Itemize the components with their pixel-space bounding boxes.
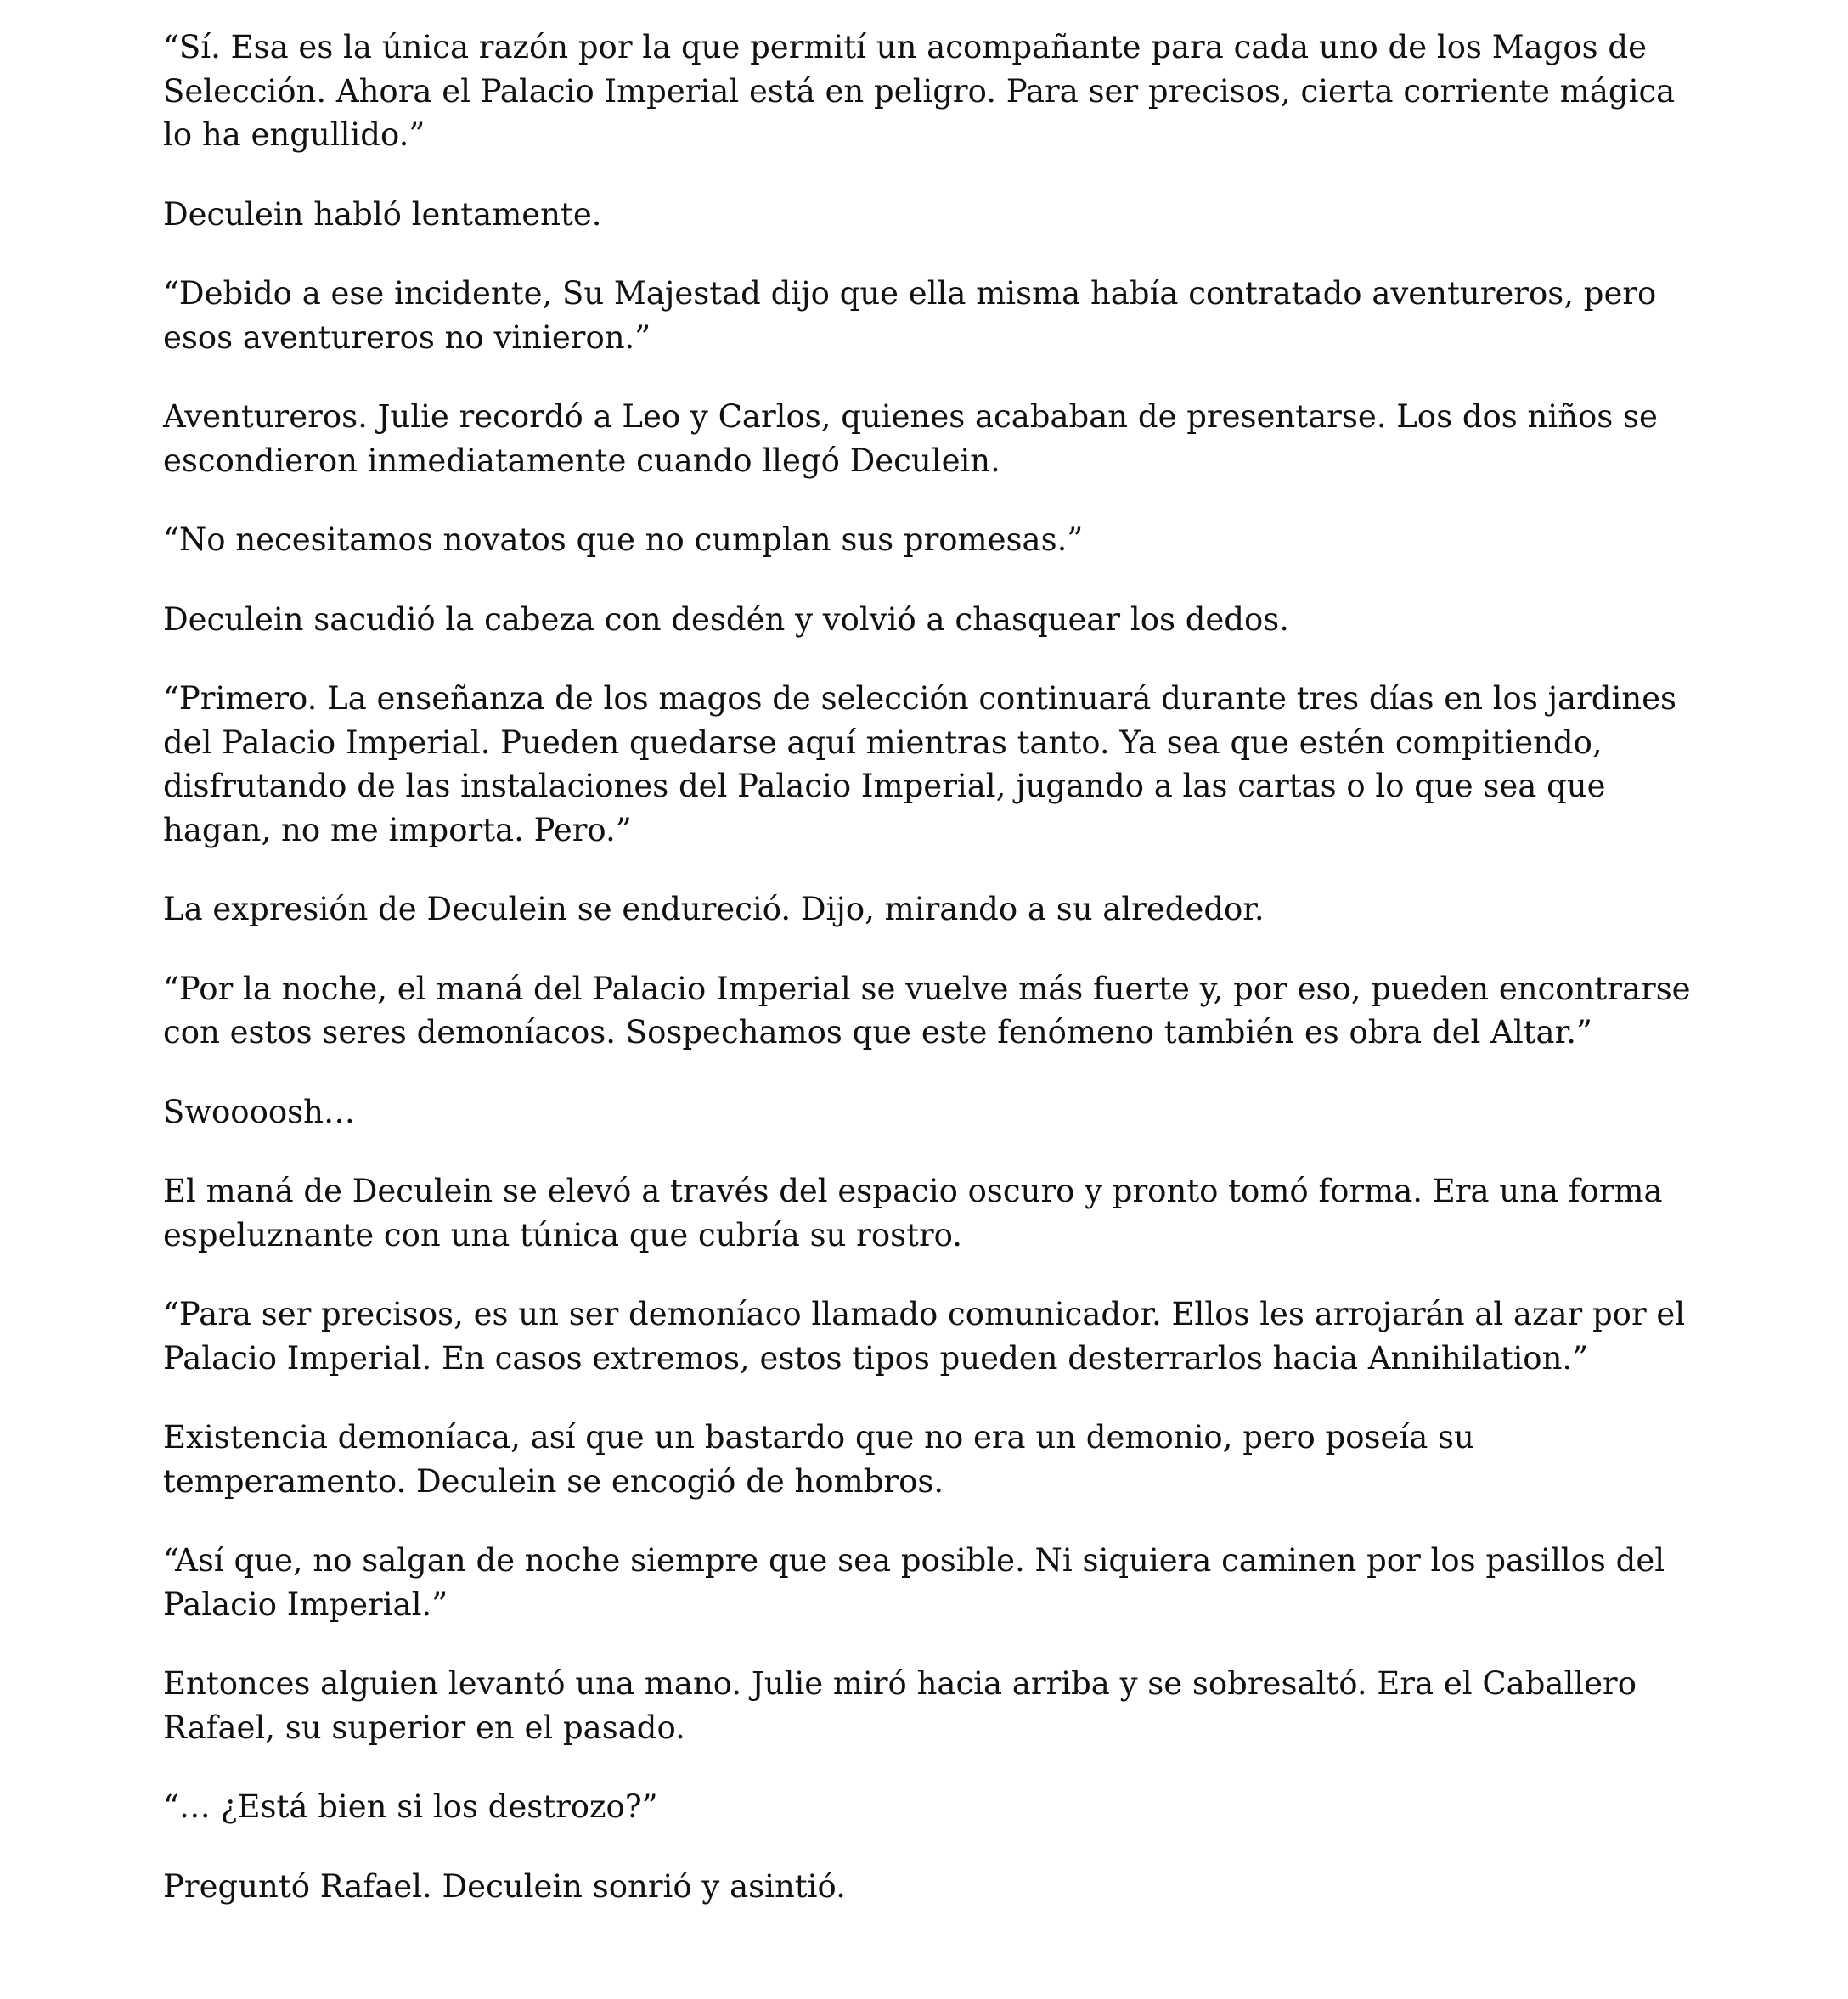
paragraph: “Así que, no salgan de noche siempre que sea posible. Ni siquiera caminen por los pasillos del Palacio Imperial.”: [163, 1542, 1665, 1623]
paragraph: Deculein habló lentamente.: [163, 195, 602, 233]
paragraph: Swoooosh…: [163, 1093, 355, 1130]
paragraph: Aventureros. Julie recordó a Leo y Carlos, quienes acababan de presentarse. Los dos niños se escondieron inmediatamente cuando llegó Deculein.: [163, 398, 1658, 479]
document-body: [163, 25, 1692, 1908]
paragraph: “Para ser precisos, es un ser demoníaco llamado comunicador. Ellos les arrojarán al azar por el Palacio Imperial. En casos extremos, estos tipos pueden desterrarlos hacia Annihilation.”: [163, 1296, 1686, 1377]
paragraph: Entonces alguien levantó una mano. Julie miró hacia arriba y se sobresaltó. Era el Caballero Rafael, su superior en el pasado.: [163, 1665, 1637, 1746]
paragraph: “Sí. Esa es la única razón por la que permití un acompañante para cada uno de los Magos de Selección. Ahora el Palacio Imperial está en peligro. Para ser precisos, cierta corriente mágica lo ha engullido.”: [163, 29, 1676, 153]
paragraph: Deculein sacudió la cabeza con desdén y volvió a chasquear los dedos.: [163, 600, 1290, 638]
paragraph: “Debido a ese incidente, Su Majestad dijo que ella misma había contratado aventureros, pero esos aventureros no vinieron.”: [163, 275, 1657, 356]
paragraph: Existencia demoníaca, así que un bastardo que no era un demonio, pero poseía su temperamento. Deculein se encogió de hombros.: [163, 1419, 1474, 1500]
paragraph: La expresión de Deculein se endureció. Dijo, mirando a su alrededor.: [163, 891, 1265, 927]
paragraph: “Primero. La enseñanza de los magos de selección continuará durante tres días en los jardines del Palacio Imperial. Pueden quedarse aquí mientras tanto. Ya sea que estén compitiendo, disfrutando de las instalaciones del Palacio Imperial, jugando a las cartas o lo que sea que hagan, no me importa. Pero.”: [163, 680, 1677, 848]
paragraph: El maná de Deculein se elevó a través del espacio oscuro y pronto tomó forma. Era una forma espeluznante con una túnica que cubría su rostro.: [163, 1173, 1663, 1253]
paragraph: Preguntó Rafael. Deculein sonrió y asintió.: [163, 1867, 846, 1905]
paragraph: “No necesitamos novatos que no cumplan sus promesas.”: [163, 521, 1084, 558]
paragraph: “Por la noche, el maná del Palacio Imperial se vuelve más fuerte y, por eso, pueden encontrarse con estos seres demoníacos. Sospechamos que este fenómeno también es obra del Altar.”: [163, 970, 1691, 1050]
paragraph: “… ¿Está bien si los destrozo?”: [163, 1788, 658, 1825]
